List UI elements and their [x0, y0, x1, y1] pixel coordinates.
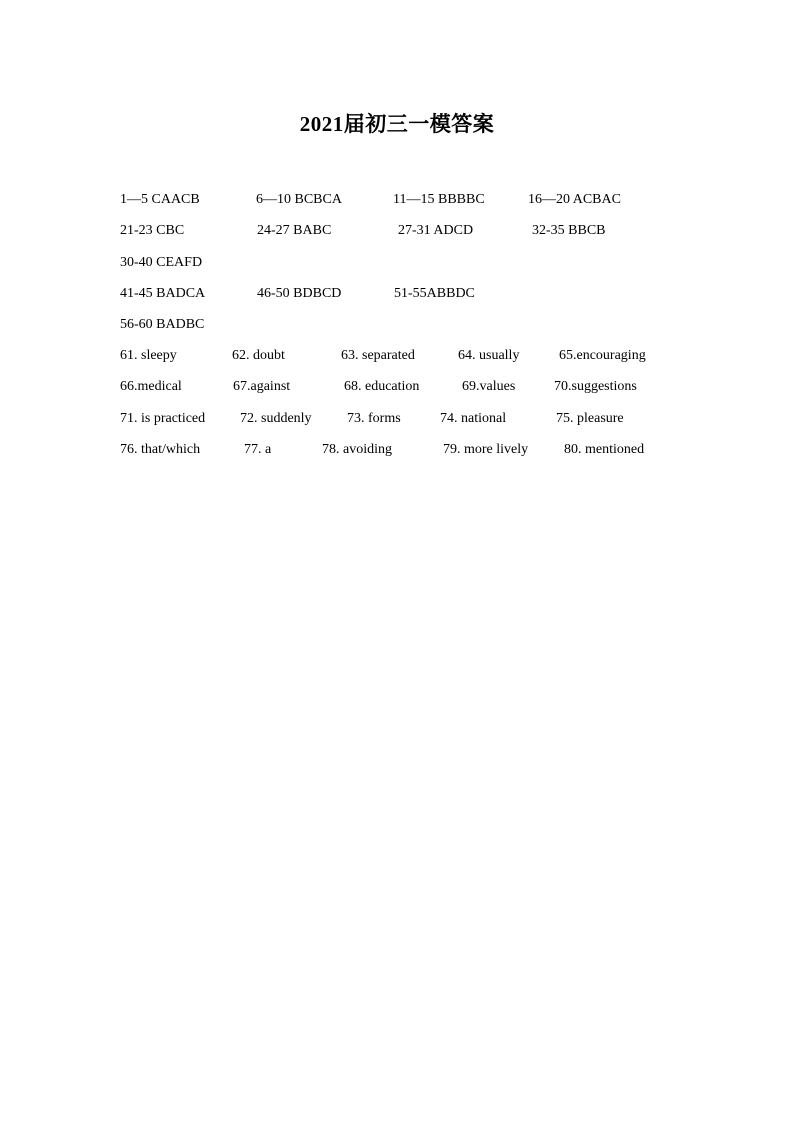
- answer-row: [0, 317, 794, 337]
- answer-item: 76. that/which: [120, 442, 201, 457]
- answer-row: [0, 348, 794, 368]
- answer-item: 65.encouraging: [559, 348, 646, 363]
- answer-item: 62. doubt: [232, 348, 285, 363]
- answer-item: 61. sleepy: [120, 348, 177, 363]
- answer-item: 72. suddenly: [240, 411, 312, 426]
- answer-item: 66.medical: [120, 379, 182, 394]
- page-title: 2021届初三一模答案: [299, 112, 495, 136]
- answer-row: [0, 255, 794, 275]
- answer-item: 6—10 BCBCA: [256, 192, 342, 207]
- answer-row: [0, 442, 794, 462]
- answer-item: 51-55ABBDC: [394, 286, 475, 301]
- answer-item: 24-27 BABC: [257, 223, 332, 238]
- answer-item: 11—15 BBBBC: [393, 192, 485, 207]
- answer-item: 32-35 BBCB: [532, 223, 606, 238]
- answer-item: 78. avoiding: [322, 442, 392, 457]
- answer-row: [0, 286, 794, 306]
- answer-item: 64. usually: [458, 348, 520, 363]
- answer-row: [0, 223, 794, 243]
- answer-item: 68. education: [344, 379, 420, 394]
- answer-item: 46-50 BDBCD: [257, 286, 342, 301]
- answer-item: 80. mentioned: [564, 442, 645, 457]
- answer-item: 69.values: [462, 379, 516, 394]
- answer-row: [0, 192, 794, 212]
- answer-item: 41-45 BADCA: [120, 286, 206, 301]
- answer-item: 67.against: [233, 379, 291, 394]
- answer-item: 74. national: [440, 411, 507, 426]
- answer-item: 77. a: [244, 442, 272, 457]
- answer-item: 56-60 BADBC: [120, 317, 205, 332]
- answer-item: 75. pleasure: [556, 411, 624, 426]
- answer-item: 27-31 ADCD: [398, 223, 474, 238]
- answer-item: 21-23 CBC: [120, 223, 185, 238]
- answer-item: 1—5 CAACB: [120, 192, 200, 207]
- answer-item: 30-40 CEAFD: [120, 255, 203, 270]
- answer-item: 73. forms: [347, 411, 401, 426]
- answer-row: [0, 411, 794, 431]
- answer-item: 63. separated: [341, 348, 415, 363]
- answer-item: 70.suggestions: [554, 379, 637, 394]
- answer-item: 71. is practiced: [120, 411, 206, 426]
- answer-item: 79. more lively: [443, 442, 529, 457]
- answer-row: [0, 379, 794, 399]
- answer-item: 16—20 ACBAC: [528, 192, 621, 207]
